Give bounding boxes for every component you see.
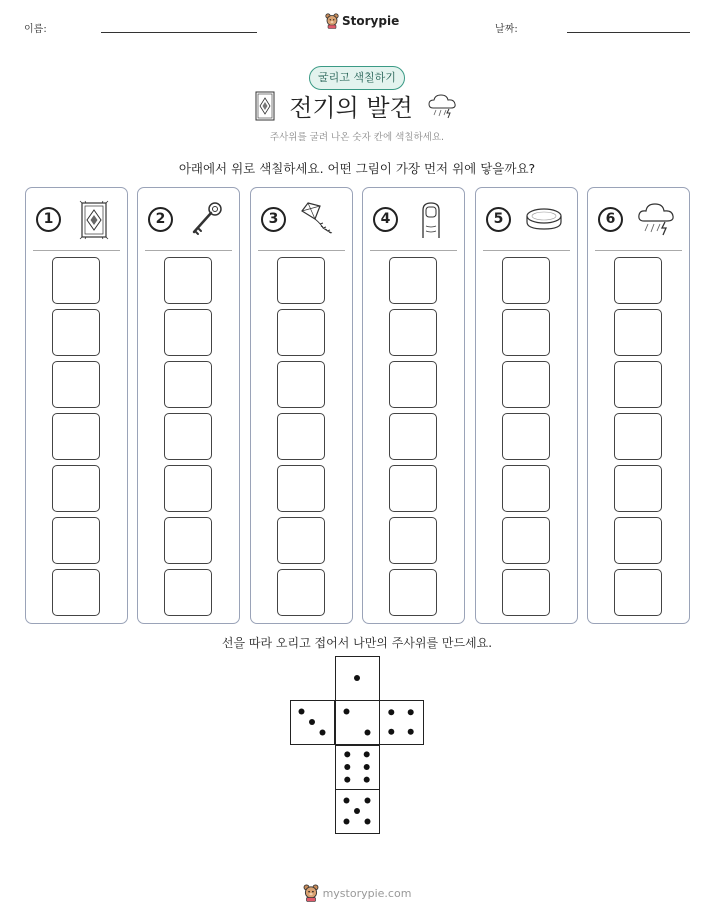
column-divider	[33, 250, 120, 251]
column-divider	[370, 250, 457, 251]
dice-pip	[299, 709, 305, 715]
color-cell[interactable]	[502, 517, 550, 564]
color-cell[interactable]	[502, 413, 550, 460]
date-label: 날짜:	[495, 24, 518, 35]
race-column-1	[25, 187, 128, 624]
color-cell[interactable]	[614, 465, 662, 512]
cell-stack	[502, 257, 551, 621]
column-header	[251, 188, 352, 250]
title-row	[0, 88, 714, 123]
color-cell[interactable]	[277, 257, 325, 304]
storm-cloud-icon	[636, 200, 676, 240]
rug-icon	[74, 200, 114, 240]
dice-pip	[344, 709, 350, 715]
storm-cloud-icon	[427, 93, 459, 119]
color-cell[interactable]	[164, 569, 212, 616]
color-cell[interactable]	[277, 361, 325, 408]
dice-pip	[388, 729, 394, 735]
color-cell[interactable]	[389, 413, 437, 460]
color-cell[interactable]	[277, 413, 325, 460]
color-cell[interactable]	[389, 569, 437, 616]
dice-pip	[344, 777, 350, 783]
dice-pip	[365, 730, 371, 736]
column-divider	[258, 250, 345, 251]
dice-instruction: 선을 따라 오리고 접어서 나만의 주사위를 만드세요.	[221, 636, 493, 650]
color-cell[interactable]	[502, 257, 550, 304]
page-subtitle: 주사위를 굴려 나온 숫자 칸에 색칠하세요.	[269, 132, 445, 143]
dice-pip	[354, 808, 360, 814]
column-divider	[145, 250, 232, 251]
dice-pip	[408, 709, 414, 715]
dice-face-1	[335, 656, 380, 701]
column-header	[26, 188, 127, 250]
color-cell[interactable]	[614, 517, 662, 564]
color-cell[interactable]	[277, 465, 325, 512]
cell-stack	[164, 257, 213, 621]
dice-pip	[364, 751, 370, 757]
column-divider	[595, 250, 682, 251]
dice-pip	[309, 719, 315, 725]
color-cell[interactable]	[502, 361, 550, 408]
dice-face-6	[335, 745, 380, 790]
column-number: 4	[373, 207, 398, 232]
dice-pip	[354, 675, 360, 681]
column-number: 1	[36, 207, 61, 232]
cell-stack	[277, 257, 326, 621]
race-column-5	[475, 187, 578, 624]
race-column-3	[250, 187, 353, 624]
dice-pip	[344, 764, 350, 770]
color-cell[interactable]	[164, 413, 212, 460]
finger-icon	[411, 200, 451, 240]
color-cell[interactable]	[52, 257, 100, 304]
page-title: 전기의 발견	[289, 94, 413, 122]
color-cell[interactable]	[164, 257, 212, 304]
column-divider	[483, 250, 570, 251]
color-cell[interactable]	[389, 309, 437, 356]
dice-pip	[364, 764, 370, 770]
dice-face-5	[335, 789, 380, 834]
race-column-2	[137, 187, 240, 624]
bear-mascot-icon	[303, 884, 319, 902]
dice-pip	[388, 709, 394, 715]
color-cell[interactable]	[164, 465, 212, 512]
color-cell[interactable]	[614, 569, 662, 616]
dice-pip	[344, 751, 350, 757]
color-cell[interactable]	[614, 309, 662, 356]
column-header	[588, 188, 689, 250]
kite-icon	[299, 200, 339, 240]
column-number: 5	[486, 207, 511, 232]
color-cell[interactable]	[52, 309, 100, 356]
activity-badge: 굴리고 색칠하기	[309, 66, 405, 90]
color-cell[interactable]	[389, 465, 437, 512]
color-cell[interactable]	[277, 569, 325, 616]
color-cell[interactable]	[614, 257, 662, 304]
color-cell[interactable]	[164, 517, 212, 564]
dice-pip	[408, 729, 414, 735]
race-column-4	[362, 187, 465, 624]
footer-url[interactable]: mystorypie.com	[322, 886, 412, 900]
color-cell[interactable]	[389, 257, 437, 304]
color-cell[interactable]	[614, 413, 662, 460]
color-cell[interactable]	[52, 465, 100, 512]
key-icon	[186, 200, 226, 240]
dice-face-4	[379, 700, 424, 745]
dice-pip	[365, 798, 371, 804]
date-line[interactable]	[567, 32, 690, 33]
brand-name: Storypie	[342, 14, 400, 28]
coin-icon	[524, 200, 564, 240]
brand-logo	[325, 13, 399, 29]
dice-pip	[364, 777, 370, 783]
color-cell[interactable]	[389, 361, 437, 408]
column-number: 6	[598, 207, 623, 232]
column-header	[138, 188, 239, 250]
color-cell[interactable]	[52, 517, 100, 564]
name-label: 이름:	[24, 24, 47, 35]
color-cell[interactable]	[52, 413, 100, 460]
cell-stack	[614, 257, 663, 621]
color-cell[interactable]	[164, 309, 212, 356]
color-cell[interactable]	[502, 465, 550, 512]
color-cell[interactable]	[52, 569, 100, 616]
color-cell[interactable]	[164, 361, 212, 408]
color-cell[interactable]	[502, 309, 550, 356]
color-cell[interactable]	[502, 569, 550, 616]
column-number: 2	[148, 207, 173, 232]
column-number: 3	[261, 207, 286, 232]
color-cell[interactable]	[389, 517, 437, 564]
rug-icon	[255, 91, 275, 121]
dice-pip	[344, 819, 350, 825]
cell-stack	[52, 257, 101, 621]
color-cell[interactable]	[52, 361, 100, 408]
bear-mascot-icon	[325, 13, 339, 29]
color-cell[interactable]	[614, 361, 662, 408]
color-cell[interactable]	[277, 517, 325, 564]
color-cell[interactable]	[277, 309, 325, 356]
footer	[0, 884, 714, 902]
column-header	[476, 188, 577, 250]
coloring-instruction: 아래에서 위로 색칠하세요. 어떤 그림이 가장 먼저 위에 닿을까요?	[178, 161, 536, 176]
dice-pip	[344, 798, 350, 804]
dice-pip	[320, 730, 326, 736]
race-column-6	[587, 187, 690, 624]
cell-stack	[389, 257, 438, 621]
dice-pip	[365, 819, 371, 825]
dice-face-2	[335, 700, 380, 745]
dice-face-3	[290, 700, 335, 745]
column-header	[363, 188, 464, 250]
name-line[interactable]	[101, 32, 257, 33]
